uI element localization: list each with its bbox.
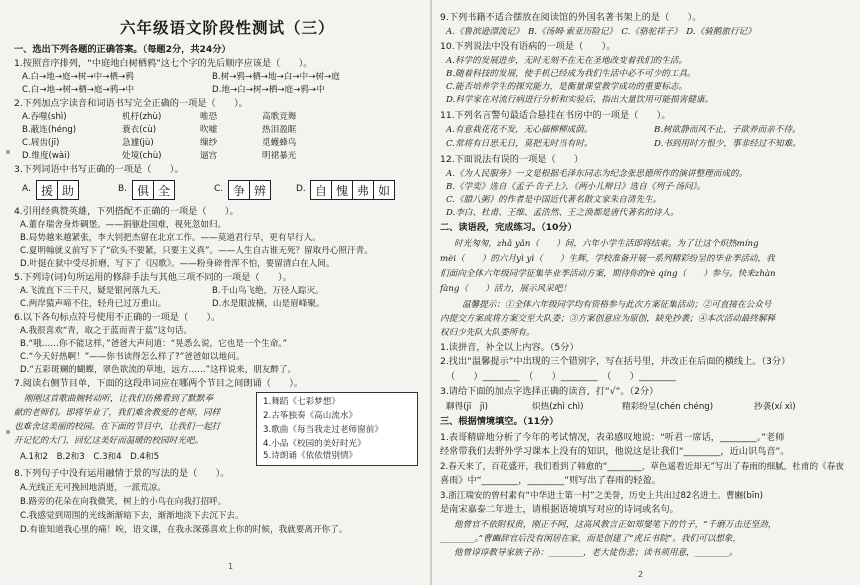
q2-a-3: 唯恐 — [200, 112, 218, 122]
question-11: 11.下列名言警句最适合悬挂在书房中的一项是（ ）。 — [440, 110, 671, 121]
fill-3-line-5: 他曾谆谆教导家族子孙：________，老大徒伤悲；读书须用意，________。 — [454, 548, 738, 558]
q10-option-c: C.能否培养学生的探究能力，是衡量课堂教学成功的重要标志。 — [446, 82, 688, 92]
q8-option-b: B.路旁的花朵在向我微笑，树上的小鸟在向我打招呼。 — [20, 497, 227, 507]
q5-option-a: A.飞流直下三千尺，疑是银河落九天。 — [20, 286, 166, 296]
q10-option-a: A.科学的发展进步，无时无刻不在无在圣地改变着我们的生活。 — [446, 56, 687, 66]
page-number-2: 2 — [638, 570, 644, 579]
fill-3-line-2: 是南宋嘉泰二年进士，请根据语境填写对应的诗词或名句。 — [440, 504, 679, 515]
q12-option-d: D.李白、杜甫、王维、孟浩然、王之涣都是唐代著名的诗人。 — [446, 208, 679, 218]
q3-option-d — [310, 180, 395, 200]
passage-line-4: fàng（ ）活力，展示风采吧！ — [440, 284, 572, 294]
q3-label-a: A. — [22, 184, 31, 194]
s3-option-1: 聊得(jī jì) — [446, 402, 489, 412]
q4-option-c: C.夏明翰就义前写下了“砍头不要紧，只要主义真”。——人生自古谁无死？留取丹心照汗青。 — [20, 246, 373, 256]
fill-2-line-1: 2.春天来了，百花盛开，我们看到了韩愈的“________，草色遥看近却无”写出了春雨的细腻，杜甫的《春夜 — [440, 462, 844, 472]
section-3-heading: 三、根据情境填空。（11分） — [440, 416, 559, 427]
exam-title: 六年级语文阶段性测试（三） — [120, 19, 335, 37]
q5-option-c: C.两岸猿声啼不住，轻舟已过万重山。 — [20, 299, 167, 309]
question-10: 10.下列说法中没有语病的一项是（ ）。 — [440, 41, 616, 52]
passage-line-1: 时光匆匆，zhǎ yǎn（ ）间，六年小学生活即将结束。为了让这个炽热míng — [454, 239, 759, 249]
fill-3-line-1: 3.浙江瑞安的曾村素有“中华进士第一村”之美誉，历史上共出过82名进士。曹豳(bīn) — [440, 491, 764, 501]
sub-question-1: 1.读拼音，补全以上内容。（5分） — [440, 342, 579, 353]
question-9: 9.下列书籍不适合摆放在阅读馆的外国名著书架上的是（ ）。 — [440, 12, 702, 23]
q3-option-a — [36, 180, 79, 200]
passage-line-3: 们面向全体六年级同学征集毕业季活动方案，期待你的rè qíng（ ）参与。快来zhàn — [440, 269, 776, 279]
q7-passage-line-4: 开记忆的大门，回忆这美好而温暖的校园时光吧。 — [14, 436, 204, 446]
q5-option-b: B.千山鸟飞绝，万径人踪灭。 — [212, 286, 324, 296]
q2-a-1: A.吞噬(shì) — [22, 112, 67, 122]
q4-option-a: A.董存瑞舍身炸碉堡。——捐躯赴国难，视死忽如归。 — [20, 220, 227, 230]
q12-option-b: B.《学奕》选自《孟子·告子上》，《两小儿辩日》选自《列子·汤问》。 — [446, 182, 706, 192]
sub-question-2-blanks: （ ）________ （ ）________ （ ）________ — [446, 371, 676, 382]
q3-label-d: D. — [296, 184, 306, 194]
q3-a-char-1: 援 — [36, 180, 58, 200]
q7-passage-line-1: 刚刚这首歌曲婉转动听，让我们仿佛看到了默默奉 — [24, 394, 214, 404]
q11-option-c: C.常将有日思无日，莫把无时当有时。 — [446, 139, 593, 149]
q1-option-b: B.树→鸦→栖→地→白→中→树→庭 — [212, 72, 340, 82]
q3-label-c: C. — [214, 184, 224, 194]
tip-line-1: 温馨提示：①全体六年级同学均有资格参与此次方案征集活动；②可直接在公众号 — [462, 300, 772, 310]
binding-hole-2 — [6, 430, 10, 434]
q3-option-c — [228, 180, 271, 200]
program-item-5: 5.诗朗诵《依依惜别情》 — [263, 451, 358, 461]
q2-d-3: 逼宫 — [200, 151, 218, 161]
q1-option-c: C.白→地→树→栖→庭→鸦→中 — [22, 85, 135, 95]
q11-option-d: D.书到用时方恨少，事非经过不知难。 — [654, 139, 801, 149]
q1-option-d: D.地→白→树→栖→庭→鸦→中 — [212, 85, 325, 95]
q11-option-a: A.有意栽花花不发，无心插柳柳成荫。 — [446, 125, 593, 135]
q2-c-1: C.屐齿(jī) — [22, 138, 60, 148]
fill-3-line-4: ________。”曹豳辞官后没有闲居在家，而是创建了“虎丘书院”。我们可以想象， — [440, 534, 742, 544]
q3-b-char-1: 俱 — [132, 180, 154, 200]
fill-1-line-2: 经常带我们去野外学习课本上没有的知识，他说这是让我们“________，近山识鸟音”。 — [440, 446, 790, 457]
q2-b-4: 热泪盈眶 — [262, 125, 297, 135]
q5-option-d: D.水是眼波横，山是眉峰聚。 — [212, 299, 325, 309]
question-3: 3.下列词语中书写正确的一项是（ ）。 — [14, 164, 184, 175]
q6-option-c: C.“今天好热啊！”——你书读得怎么样了?”爸爸如以地问。 — [20, 352, 245, 362]
exam-page-2 — [432, 0, 860, 585]
q7-answer-options: A.1和2 B.2和3 C.3和4 D.4和5 — [20, 452, 160, 462]
s3-option-3: 精彩纷呈(chén chéng) — [622, 402, 714, 412]
sub-question-2: 2.找出“温馨提示”中出现的三个错别字，写在括号里，并改正在后面的横线上。（3分） — [440, 356, 791, 367]
q3-c-char-2: 辨 — [250, 180, 271, 200]
q3-label-b: B. — [118, 184, 128, 194]
section-1-heading: 一、选出下列各题的正确答案。（每题2分，共24分） — [14, 44, 231, 55]
q3-d-char-3: 弗 — [353, 180, 374, 200]
question-6: 6.以下各句标点符号使用不正确的一项是（ ）。 — [14, 312, 221, 323]
q2-c-3: 缫纱 — [200, 138, 218, 148]
q8-option-d: D.有谁知道我心里的痛！唉，语文课，在我永深孫喜欢上你的时候，我就要离开你了。 — [20, 525, 348, 535]
binding-hole-1 — [6, 150, 10, 154]
q12-option-c: C.《腊八粥》的作者是中国近代著名散文家朱自清先生。 — [446, 195, 662, 205]
q8-option-c: C.我感觉到周围的光线渐渐暗下去，渐渐地淡下去沉下去。 — [20, 511, 244, 521]
program-item-2: 2.古筝独奏《高山流水》 — [263, 411, 358, 421]
question-7: 7.阅读右侧节目单，下面的这段串词应在哪两个节目之间朗诵（ ）。 — [14, 378, 303, 389]
q2-b-1: B.蔽连(héng) — [22, 125, 77, 135]
q11-option-b: B.树欲静而风不止，子欲养而亲不待。 — [654, 125, 801, 135]
q6-option-a: A.我很喜欢“青，取之于蓝而青于蓝”这句话。 — [20, 326, 193, 336]
q2-c-4: 觅蠖蜂鸟 — [262, 138, 297, 148]
q6-option-d: D.“五彩斑斓的蝴蝶，翠色欲流的草地，远方……”这样说来，朋友醉了。 — [20, 365, 297, 375]
q6-option-b: B.“哦……你不能这样，”爸爸大声问道：“晃悉么说，它也是一个生命。” — [20, 339, 288, 349]
fill-1-line-1: 1.表哥精辟地分析了今年的考试情况，表弟感叹地说：“听君一席话，________。”老师 — [440, 432, 785, 443]
q2-a-2: 机杼(zhù) — [122, 112, 162, 122]
q3-b-char-2: 全 — [154, 180, 175, 200]
q2-b-3: 吹嘘 — [200, 125, 218, 135]
q9-options: A.《鲁滨逊漂流记》 B.《汤姆·索亚历险记》 C.《骆驼祥子》 D.《骑鹅旅行记》 — [446, 27, 756, 37]
question-1: 1.按照音序排列，“中庭地白树栖鸦”这七个字的先后顺序应该是（ ）。 — [14, 58, 313, 69]
q4-option-b: B.局势越来越紧张，李大钊把杰留在北京工作。——莫道君行早，更有早行人。 — [20, 233, 321, 243]
q3-d-char-1: 自 — [310, 180, 332, 200]
q2-a-4: 高歌竞舞 — [262, 112, 297, 122]
page-number-1: 1 — [228, 562, 234, 571]
program-item-3: 3.歌曲《每当我走过老师窗前》 — [263, 425, 383, 435]
q3-d-char-4: 如 — [374, 180, 395, 200]
question-5: 5.下列诗(词)句所运用的修辞手法与其他三项不同的一项是（ ）。 — [14, 272, 292, 283]
passage-line-2: mèi（ ）的六月yì yì（ ）生辉，学校准备开展一系列精彩纷呈的毕业季活动，我 — [440, 254, 775, 264]
program-item-1: 1.舞蹈《七彩梦想》 — [263, 397, 340, 407]
program-list-box — [256, 392, 418, 466]
tip-line-2: 内提交方案或将方案交至大队委；③方案创意应为原创，缺免抄袭；④本次活动最终解释 — [440, 314, 776, 324]
program-item-4: 4.小品《校园的美好时光》 — [263, 439, 366, 449]
q10-option-d: D.科学家在对流行病进行分析和实验后，指出大量饮用可能损害健康。 — [446, 95, 714, 105]
question-8: 8.下列句子中没有运用融情于景的写法的是（ ）。 — [14, 468, 230, 479]
question-12: 12.下面说法有误的一项是（ ） — [440, 154, 584, 165]
q4-option-d: D.叶挺在狱中受尽折磨，写下了《囚歌》。——粉身碎骨浑不怕，要留清白在人间。 — [20, 259, 335, 269]
question-2: 2.下列加点字读音和词语书写完全正确的一项是（ ）。 — [14, 98, 248, 109]
q10-option-b: B.随着科技的发展，使手机已经成为我们生活中必不可少的工具。 — [446, 69, 696, 79]
q12-option-a: A.《为人民服务》一文是根据毛泽东同志为纪念张思德所作的演讲整理而成的。 — [446, 169, 748, 179]
q2-c-2: 急遽(jù) — [122, 138, 154, 148]
q3-a-char-2: 助 — [58, 180, 79, 200]
question-4: 4.引用经典赞英雄，下列搭配不正确的一项是（ ）。 — [14, 206, 239, 217]
fill-3-line-3: 他曾官不依附权贵，刚正不阿，这高风教言正如郑燮笔下的竹子，“千磨万击还坚劲， — [454, 520, 777, 530]
q2-d-2: 处境(chù) — [122, 151, 162, 161]
section-2-heading: 二、读语段，完成练习。（10分） — [440, 222, 577, 233]
q1-option-a: A.白→地→庭→树→中→栖→鸦 — [22, 72, 134, 82]
tip-line-3: 权归少先队大队委所有。 — [440, 328, 535, 338]
q2-d-4: 明裙暴光 — [262, 151, 297, 161]
q8-option-a: A.光线正无可挽回地消逝，一派荒凉。 — [20, 483, 166, 493]
q3-c-char-1: 争 — [228, 180, 250, 200]
q3-option-b — [132, 180, 175, 200]
q3-d-char-2: 愧 — [332, 180, 353, 200]
s3-option-2: 炽热(zhì chì) — [532, 402, 584, 412]
q2-d-1: D.维度(wài) — [22, 151, 70, 161]
fill-2-line-2: 喜雨》中“________，________”则写出了春雨的轻盈。 — [440, 475, 661, 486]
s3-option-4: 抄袭(xí xì) — [754, 402, 796, 412]
q7-passage-line-3: 也难舍这美丽的校园。在下面的节目中，让我们一起打 — [14, 422, 221, 432]
q7-passage-line-2: 献的老师们。即将毕业了，我们难舍教爱的老师，同样 — [14, 408, 221, 418]
sub-question-3: 3.请给下面的加点字选择正确的读音，打“√”。（2分） — [440, 386, 659, 397]
q2-b-2: 蓑衣(cù) — [122, 125, 157, 135]
